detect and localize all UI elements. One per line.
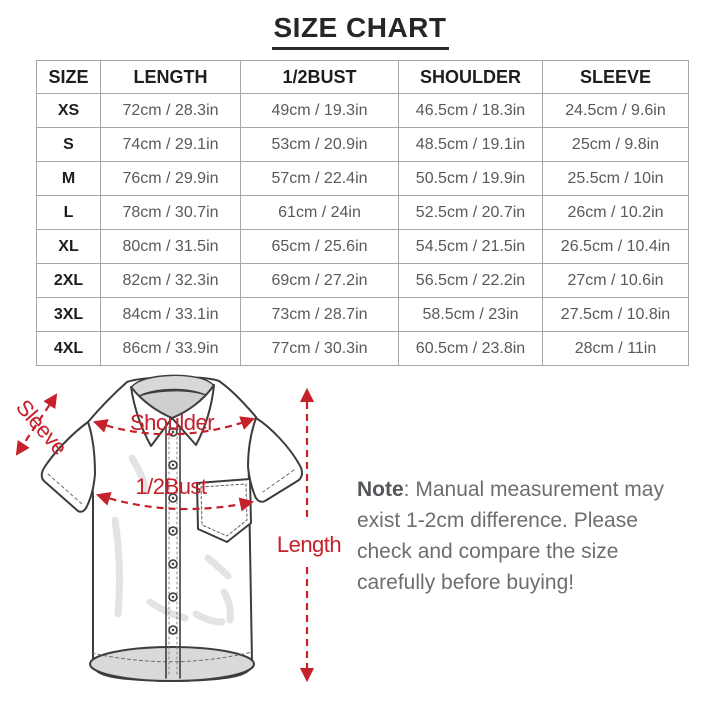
cell-shoulder: 60.5cm / 23.8in xyxy=(399,332,543,366)
table-row xyxy=(37,94,689,128)
cell-size: 4XL xyxy=(37,332,101,366)
cell-length: 78cm / 30.7in xyxy=(101,196,241,230)
cell-shoulder: 58.5cm / 23in xyxy=(399,298,543,332)
col-header-size: SIZE xyxy=(37,61,101,94)
bust-label: 1/2Bust xyxy=(135,474,207,499)
cell-bust: 73cm / 28.7in xyxy=(241,298,399,332)
size-table xyxy=(36,60,689,366)
table-header-row xyxy=(37,61,689,94)
cell-shoulder: 46.5cm / 18.3in xyxy=(399,94,543,128)
cell-size: 2XL xyxy=(37,264,101,298)
cell-size: L xyxy=(37,196,101,230)
cell-bust: 53cm / 20.9in xyxy=(241,128,399,162)
right-sleeve xyxy=(248,418,302,502)
cell-shoulder: 50.5cm / 19.9in xyxy=(399,162,543,196)
cell-bust: 57cm / 22.4in xyxy=(241,162,399,196)
cell-bust: 61cm / 24in xyxy=(241,196,399,230)
note-label: Note xyxy=(357,478,404,501)
cell-shoulder: 48.5cm / 19.1in xyxy=(399,128,543,162)
note-body: : Manual measurement may exist 1-2cm difference. Please check and compare the size carefully before buying! xyxy=(357,478,664,594)
col-header-shoulder: SHOULDER xyxy=(399,61,543,94)
title-wrap xyxy=(0,12,720,50)
shirt-hem xyxy=(90,647,254,681)
cell-length: 74cm / 29.1in xyxy=(101,128,241,162)
cell-sleeve: 27cm / 10.6in xyxy=(543,264,689,298)
cell-shoulder: 54.5cm / 21.5in xyxy=(399,230,543,264)
measurement-note xyxy=(357,474,693,598)
col-header-length: LENGTH xyxy=(101,61,241,94)
cell-sleeve: 26.5cm / 10.4in xyxy=(543,230,689,264)
col-header-bust: 1/2BUST xyxy=(241,61,399,94)
cell-size: 3XL xyxy=(37,298,101,332)
shoulder-label: Shoulder xyxy=(129,410,215,435)
cell-shoulder: 52.5cm / 20.7in xyxy=(399,196,543,230)
cell-shoulder: 56.5cm / 22.2in xyxy=(399,264,543,298)
cell-bust: 49cm / 19.3in xyxy=(241,94,399,128)
cell-size: XS xyxy=(37,94,101,128)
cell-size: S xyxy=(37,128,101,162)
cell-sleeve: 25cm / 9.8in xyxy=(543,128,689,162)
cell-bust: 69cm / 27.2in xyxy=(241,264,399,298)
cell-sleeve: 24.5cm / 9.6in xyxy=(543,94,689,128)
length-label: Length xyxy=(276,532,342,557)
cell-length: 76cm / 29.9in xyxy=(101,162,241,196)
cell-length: 86cm / 33.9in xyxy=(101,332,241,366)
cell-length: 72cm / 28.3in xyxy=(101,94,241,128)
cell-length: 82cm / 32.3in xyxy=(101,264,241,298)
cell-length: 80cm / 31.5in xyxy=(101,230,241,264)
table-row xyxy=(37,264,689,298)
shirt-measurement-diagram xyxy=(0,362,350,720)
col-header-sleeve: SLEEVE xyxy=(543,61,689,94)
cell-sleeve: 26cm / 10.2in xyxy=(543,196,689,230)
cell-sleeve: 25.5cm / 10in xyxy=(543,162,689,196)
cell-bust: 65cm / 25.6in xyxy=(241,230,399,264)
sleeve-label: Sleeve xyxy=(11,394,73,460)
cell-sleeve: 28cm / 11in xyxy=(543,332,689,366)
table-row xyxy=(37,128,689,162)
table-row xyxy=(37,332,689,366)
cell-size: M xyxy=(37,162,101,196)
page-title: SIZE CHART xyxy=(272,12,449,50)
cell-bust: 77cm / 30.3in xyxy=(241,332,399,366)
table-row xyxy=(37,196,689,230)
table-row xyxy=(37,162,689,196)
table-row xyxy=(37,230,689,264)
cell-size: XL xyxy=(37,230,101,264)
table-row xyxy=(37,298,689,332)
cell-sleeve: 27.5cm / 10.8in xyxy=(543,298,689,332)
cell-length: 84cm / 33.1in xyxy=(101,298,241,332)
